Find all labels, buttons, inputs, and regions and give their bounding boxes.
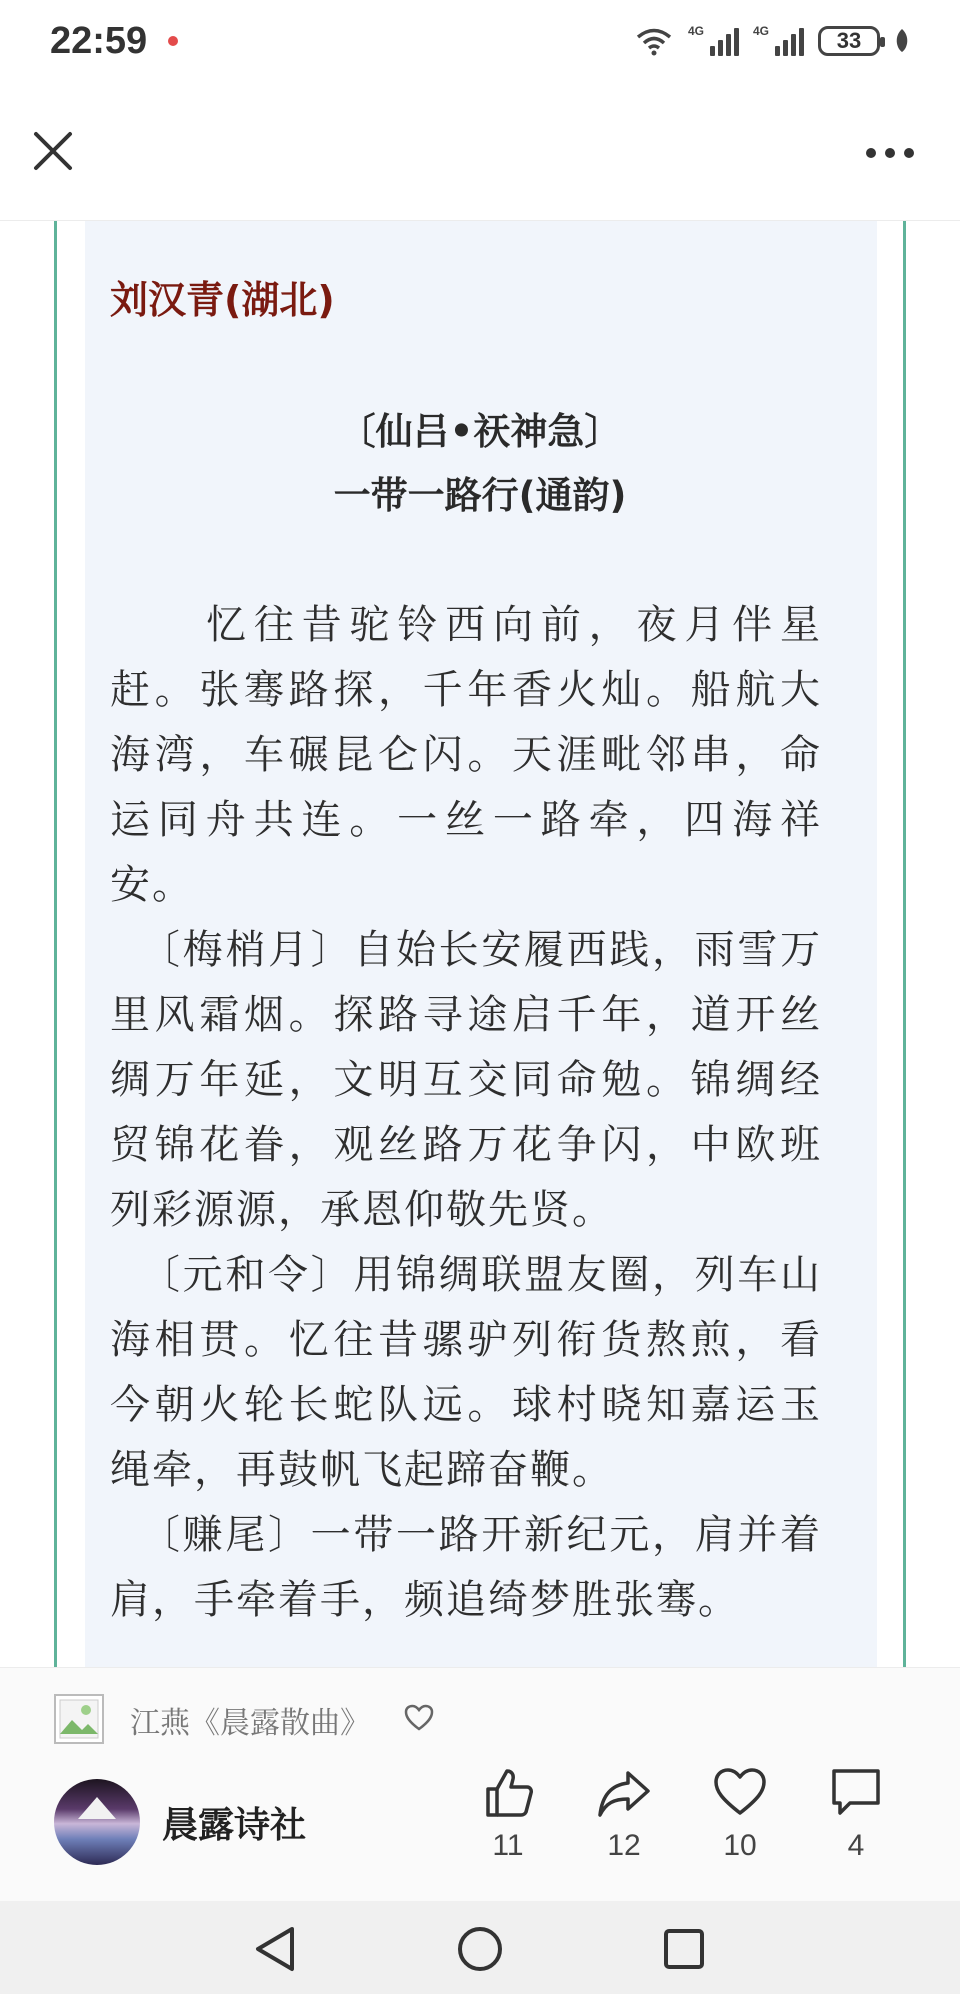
status-bar <box>0 0 960 92</box>
share-count: 12 <box>607 1829 641 1862</box>
comment-count: 4 <box>847 1829 865 1862</box>
like-button[interactable] <box>468 1765 548 1863</box>
music-title[interactable]: 江燕《晨露散曲》 <box>130 1706 370 1741</box>
poem-body <box>110 593 822 1633</box>
back-triangle-icon[interactable] <box>252 1925 298 1973</box>
thumbs-up-icon <box>480 1765 536 1821</box>
notification-dot-icon <box>168 36 178 46</box>
recent-apps-square-icon[interactable] <box>662 1927 706 1971</box>
signal-2-icon: 4G <box>753 26 804 56</box>
comment-icon <box>828 1765 884 1821</box>
article-author: 刘汉青(湖北) <box>110 278 335 322</box>
poem-paragraph: 〔梅梢月〕自始长安履西践，雨雪万里风霜烟。探路寻途启千年，道开丝绸万年延，文明互交同命勉。锦绸经贸锦花眷，观丝路万花争闪，中欧班列彩源源，承恩仰敬先贤。 <box>110 927 822 1233</box>
leaf-icon <box>894 28 910 54</box>
heart-icon <box>712 1765 768 1821</box>
music-bar[interactable] <box>0 1667 960 1764</box>
status-icons <box>634 26 910 56</box>
close-icon <box>28 126 78 176</box>
favorite-button[interactable] <box>700 1765 780 1863</box>
poem-paragraph: 忆往昔驼铃西向前，夜月伴星赶。张骞路探，千年香火灿。船航大海湾，车碾昆仑闪。天涯毗邻串，命运同舟共连。一丝一路牵，四海祥安。 <box>110 602 822 908</box>
more-dot-icon <box>866 148 876 158</box>
account-avatar[interactable] <box>54 1779 140 1865</box>
poem-paragraph: 〔元和令〕用锦绸联盟友圈，列车山海相贯。忆往昔骡驴列衔货熬煎，看今朝火轮长蛇队远。球村晓知嘉运玉绳牵，再鼓帆飞起蹄奋鞭。 <box>110 1252 822 1493</box>
signal-1-icon: 4G <box>688 26 739 56</box>
battery-icon <box>818 26 880 56</box>
poem-paragraph: 〔赚尾〕一带一路开新纪元，肩并着肩，手牵着手，频追绮梦胜张骞。 <box>110 1512 822 1623</box>
home-circle-icon[interactable] <box>456 1925 504 1973</box>
system-nav-bar <box>0 1901 960 1994</box>
wifi-icon <box>634 26 674 56</box>
top-nav <box>0 92 960 221</box>
more-dot-icon <box>904 148 914 158</box>
action-bar <box>0 1763 960 1901</box>
battery-level: 33 <box>836 28 862 53</box>
article-content[interactable] <box>0 221 960 1667</box>
share-arrow-icon <box>596 1765 652 1821</box>
close-button[interactable] <box>28 126 78 176</box>
like-count: 11 <box>492 1829 524 1862</box>
more-dot-icon <box>885 148 895 158</box>
more-options-button[interactable] <box>866 148 914 158</box>
heart-outline-icon[interactable] <box>404 1704 434 1732</box>
status-time: 22:59 <box>50 20 148 62</box>
article-title-line2: 一带一路行(通韵) <box>333 474 627 517</box>
article-title-line1: 〔仙吕•祆神急〕 <box>338 410 622 453</box>
favorite-count: 10 <box>723 1829 757 1862</box>
music-thumbnail-icon[interactable] <box>54 1694 104 1744</box>
comment-button[interactable] <box>816 1765 896 1863</box>
account-name[interactable]: 晨露诗社 <box>162 1805 307 1846</box>
share-button[interactable] <box>584 1765 664 1863</box>
